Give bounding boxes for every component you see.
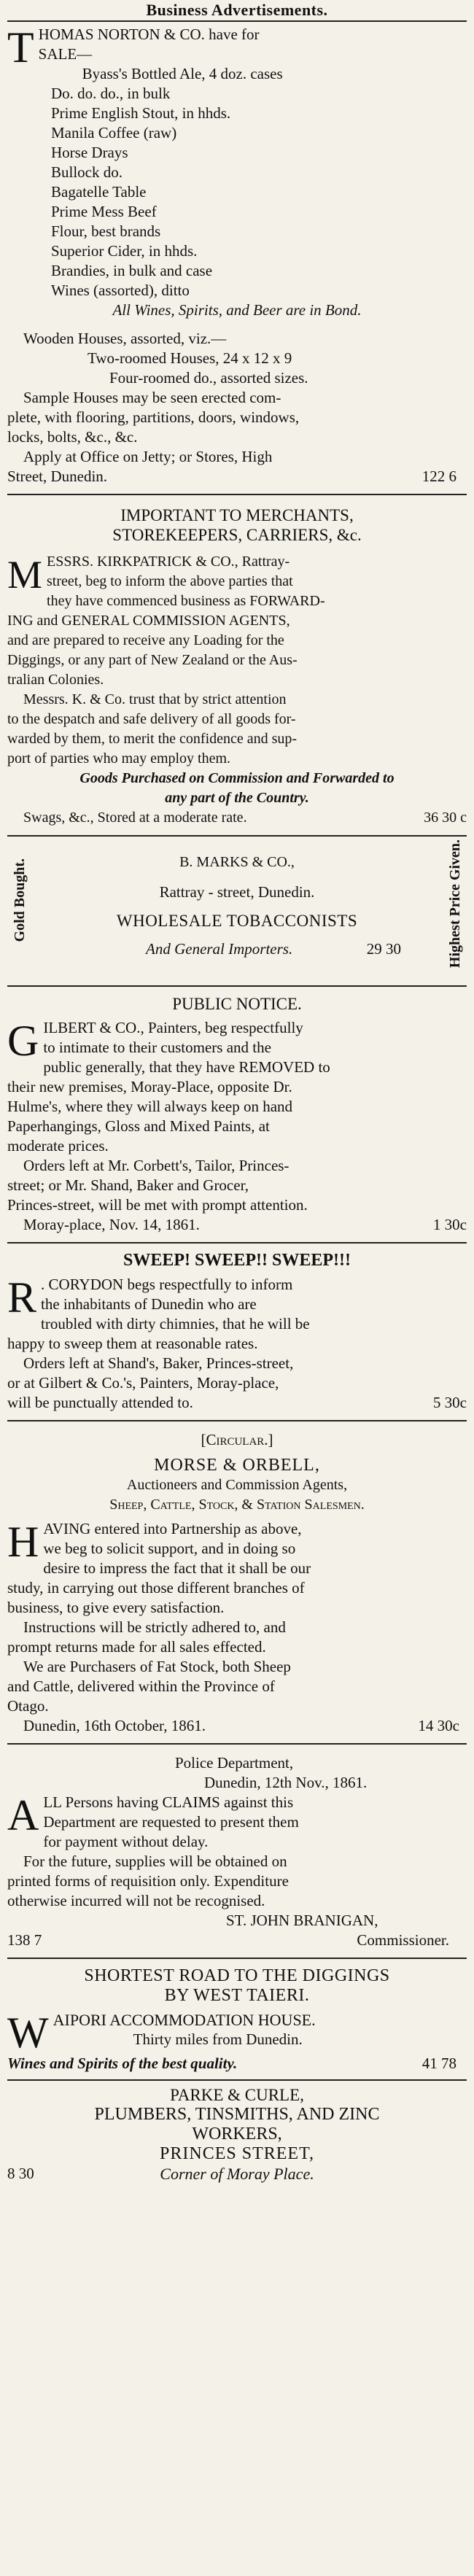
ad-gilbert [7, 987, 467, 1235]
ad-line: warded by them, to merit the confidence and sup- [7, 731, 298, 747]
ad-line: LL Persons having CLAIMS against this [43, 1793, 294, 1811]
ad-line: Bullock do. [51, 163, 123, 181]
ad-code: 36 30 c [424, 810, 467, 826]
ad-last-line [7, 1931, 467, 1950]
ad-line: ILBERT & CO., Painters, beg respectfully [43, 1019, 303, 1036]
ad-line: We are Purchasers of Fat Stock, both Sheep [23, 1658, 291, 1675]
ad-last-line [7, 1716, 467, 1736]
ad-line: ING and GENERAL COMMISSION AGENTS, [7, 613, 290, 629]
ad-sweep [7, 1244, 467, 1413]
ad-line: Princes-street, will be met with prompt attention. [7, 1196, 308, 1214]
ad-line: to the despatch and safe delivery of all goods for- [7, 711, 296, 727]
ad-last-line [7, 808, 467, 828]
ad-code: 122 6 [421, 468, 456, 485]
drop-cap: M [7, 553, 43, 597]
ad-line: port of parties who may employ them. [7, 750, 231, 767]
drop-cap: R [7, 1273, 37, 1322]
ad-kirkpatrick [7, 495, 467, 828]
ad-police [7, 1745, 467, 1950]
section-header: Business Advertisements. [146, 1, 328, 19]
ad-heading: STOREKEEPERS, CARRIERS, &c. [112, 526, 362, 544]
ad-waipori [7, 1959, 467, 2073]
ad-last-line [7, 2054, 467, 2073]
ad-line: . CORYDON begs respectfully to inform [41, 1276, 293, 1293]
drop-cap: W [7, 2009, 49, 2057]
ad-code: 14 30c [418, 1717, 459, 1734]
ad-line: Wines (assorted), ditto [51, 282, 190, 299]
ad-line: any part of the Country. [165, 790, 309, 806]
ad-line: Manila Coffee (raw) [51, 124, 177, 141]
ad-line: business, to give every satisfaction. [7, 1599, 225, 1616]
ad-line: their new premises, Moray-Place, opposite Dr. [7, 1078, 292, 1095]
ad-line: For the future, supplies will be obtained on [23, 1853, 287, 1870]
ad-line: SALE— [38, 45, 93, 63]
ad-line: desire to impress the fact that it shall be our [43, 1559, 311, 1577]
ad-subheading: Auctioneers and Commission Agents, [126, 1477, 348, 1493]
ad-heading: BY WEST TAIERI. [164, 1986, 310, 2005]
ad-line: Otago. [7, 1697, 49, 1715]
ad-line: Swags, &c., Stored at a moderate rate. [23, 810, 247, 826]
marks-address: Rattray - street, Dunedin. [159, 883, 315, 901]
ad-line: tralian Colonies. [7, 672, 104, 688]
ad-line: AVING entered into Partnership as above, [43, 1520, 302, 1537]
ad-line: Prime English Stout, in hhds. [51, 104, 231, 122]
ad-line: Bagatelle Table [51, 183, 147, 201]
ad-line: or at Gilbert & Co.'s, Painters, Moray-place, [7, 1374, 279, 1392]
ad-line: printed forms of requisition only. Expenditure [7, 1872, 289, 1890]
ad-heading: PARKE & CURLE, [170, 2086, 304, 2104]
ad-line: Wines and Spirits of the best quality. [7, 2055, 238, 2072]
ad-line: Goods Purchased on Commission and Forwarded to [79, 770, 395, 786]
ad-heading: IMPORTANT TO MERCHANTS, [120, 506, 354, 524]
ad-morse-orbell [7, 1421, 467, 1736]
bond-notice: All Wines, Spirits, and Beer are in Bond. [112, 301, 362, 319]
ad-line: locks, bolts, &c., &c. [7, 428, 138, 446]
marks-trade: WHOLESALE TOBACCONISTS [116, 912, 358, 930]
ad-line: and Cattle, delivered within the Province of [7, 1677, 275, 1695]
ad-last-line [7, 1393, 467, 1413]
ad-line: Apply at Office on Jetty; or Stores, High [23, 448, 273, 465]
ad-line: Do. do. do., in bulk [51, 85, 171, 102]
ad-line: Horse Drays [51, 144, 128, 161]
ad-line: Commissioner. [357, 1931, 449, 1949]
ad-line: street, beg to inform the above parties that [47, 573, 293, 589]
ad-line: prompt returns made for all sales effected. [7, 1638, 266, 1656]
ad-line: Corner of Moray Place. [160, 2165, 314, 2183]
ad-last-line [7, 467, 467, 486]
ad-heading: MORSE & ORBELL, [154, 1456, 320, 1475]
ad-line: Street, Dunedin. [7, 468, 108, 485]
ad-line: Orders left at Mr. Corbett's, Tailor, Princes- [23, 1157, 290, 1174]
ad-code: 1 30c [432, 1216, 467, 1233]
marks-name: B. MARKS & CO., [179, 854, 295, 870]
ad-thomas-norton [7, 22, 467, 486]
ad-code: 8 30 [7, 2165, 34, 2182]
drop-cap: A [7, 1791, 39, 1839]
ad-line: Prime Mess Beef [51, 203, 157, 220]
ad-line: to intimate to their customers and the [43, 1039, 271, 1056]
ad-line: happy to sweep them at reasonable rates. [7, 1335, 258, 1352]
ad-line: Instructions will be strictly adhered to, and [23, 1618, 286, 1636]
ad-line: street; or Mr. Shand, Baker and Grocer, [7, 1176, 249, 1194]
marks-importers: And General Importers. [146, 940, 293, 958]
ad-heading: PLUMBERS, TINSMITHS, AND ZINC [94, 2105, 380, 2124]
signature: ST. JOHN BRANIGAN, [226, 1912, 378, 1929]
circular-label: [Circular.] [201, 1431, 273, 1448]
ad-line: Hulme's, where they will always keep on hand [7, 1098, 293, 1115]
ad-line: Thirty miles from Dunedin. [133, 2030, 303, 2048]
ad-heading: PRINCES STREET, [160, 2144, 314, 2163]
ad-line: HOMAS NORTON & CO. have for [38, 26, 260, 43]
drop-cap: H [7, 1518, 39, 1566]
ad-code: 29 30 [366, 940, 401, 958]
ad-parke-curle [7, 2081, 467, 2184]
ad-subheading: Sheep, Cattle, Stock, & Station Salesmen. [109, 1497, 365, 1513]
ad-line: Byass's Bottled Ale, 4 doz. cases [82, 65, 283, 82]
ad-line: and are prepared to receive any Loading for the [7, 632, 284, 648]
ad-line: Wooden Houses, assorted, viz.— [23, 330, 227, 347]
vertical-label-left: Gold Bought. [12, 858, 28, 942]
ad-code: 138 7 [7, 1931, 42, 1949]
ad-line: Department are requested to present them [43, 1813, 299, 1831]
ad-line: Four-roomed do., assorted sizes. [109, 369, 308, 387]
ad-line: Dunedin, 16th October, 1861. [23, 1717, 206, 1734]
ad-line: AIPORI ACCOMMODATION HOUSE. [53, 2011, 316, 2029]
ad-line: Orders left at Shand's, Baker, Princes-street, [23, 1354, 294, 1372]
ad-code: 41 78 [421, 2055, 456, 2072]
ad-line: ESSRS. KIRKPATRICK & CO., Rattray- [47, 554, 290, 570]
ad-line: the inhabitants of Dunedin who are [41, 1295, 257, 1313]
ad-line: troubled with dirty chimnies, that he will be [41, 1315, 310, 1332]
ad-line: plete, with flooring, partitions, doors, windows, [7, 408, 300, 426]
ad-line: otherwise incurred will not be recognised. [7, 1892, 265, 1909]
ad-line: public generally, that they have REMOVED to [43, 1058, 330, 1076]
ad-line: Paperhangings, Gloss and Mixed Paints, at [7, 1117, 270, 1135]
ad-line: Brandies, in bulk and case [51, 262, 213, 279]
ad-heading: WORKERS, [192, 2125, 282, 2144]
drop-cap: G [7, 1017, 39, 1065]
ad-line: will be punctually attended to. [7, 1394, 193, 1411]
ad-line: Diggings, or any part of New Zealand or the Aus- [7, 652, 298, 668]
ad-heading: PUBLIC NOTICE. [172, 995, 302, 1013]
ad-heading: Dunedin, 12th Nov., 1861. [204, 1774, 368, 1791]
ad-marks [7, 837, 467, 985]
ad-line: Moray-place, Nov. 14, 1861. [23, 1216, 200, 1233]
ad-heading: SHORTEST ROAD TO THE DIGGINGS [84, 1966, 390, 1985]
ad-line: moderate prices. [7, 1137, 109, 1155]
ad-line: we beg to solicit support, and in doing so [43, 1540, 296, 1557]
ad-line: Flour, best brands [51, 222, 161, 240]
drop-cap: T [7, 23, 34, 71]
ad-line: Two-roomed Houses, 24 x 12 x 9 [88, 349, 292, 367]
ad-line: Sample Houses may be seen erected com- [23, 389, 281, 406]
ad-heading: SWEEP! SWEEP!! SWEEP!!! [123, 1251, 351, 1270]
ad-line: Superior Cider, in hhds. [51, 242, 198, 260]
ad-line: Messrs. K. & Co. trust that by strict attention [23, 691, 287, 707]
ad-line: study, in carrying out those different branches of [7, 1579, 305, 1597]
ad-last-line [7, 1215, 467, 1235]
ad-line: they have commenced business as FORWARD- [47, 593, 325, 609]
ad-line: for payment without delay. [43, 1833, 209, 1850]
ad-heading: Police Department, [175, 1754, 294, 1772]
vertical-label-right: Highest Price Given. [447, 839, 463, 969]
ad-code: 5 30c [432, 1394, 467, 1411]
